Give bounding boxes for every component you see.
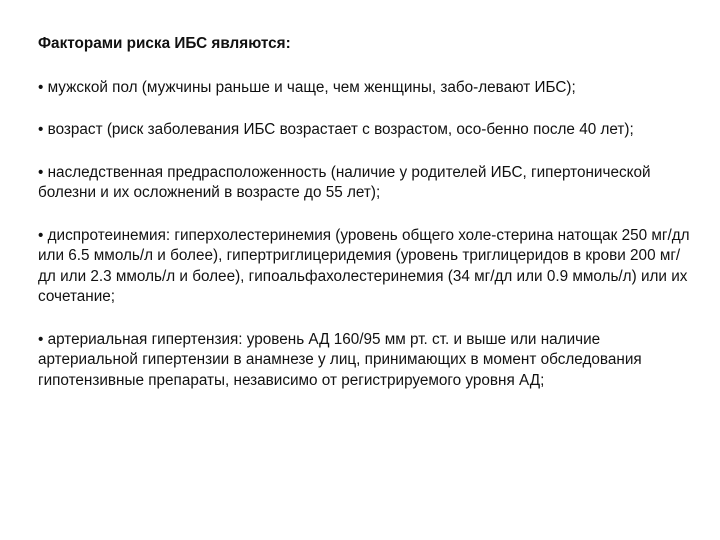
page-title: Факторами риска ИБС являются: [38, 35, 291, 52]
list-item-text: возраст (риск заболевания ИБС возрастает с возрастом, осо-бенно после 40 лет); [47, 121, 634, 138]
bullet-icon: • [38, 226, 44, 244]
bullet-icon: • [38, 330, 44, 348]
text-block [38, 34, 698, 413]
list-item [38, 163, 698, 204]
list-item [38, 78, 698, 99]
list-item-text: диспротеинемия: гиперхолестеринемия (уровень общего холе-стерина натощак 250 мг/дл или 6.5 ммоль/л и более), гипертриглицеридемия (уровень триглицеридов в крови 200 мг/дл или 2.3 ммоль/л и более), гипоальфахолестеринемия (34 мг/дл или 0.9 ммоль/л) или их сочетание; [38, 226, 690, 305]
list-item [38, 330, 698, 392]
bullet-icon: • [38, 163, 44, 181]
bullet-icon: • [38, 78, 44, 96]
list-item [38, 226, 698, 308]
list-item-text: наследственная предрасположенность (наличие у родителей ИБС, гипертонической болезни и их осложнений в возрасте до 55 лет); [38, 163, 651, 201]
list-item-text: артериальная гипертензия: уровень АД 160/95 мм рт. ст. и выше или наличие артериальной гипертензии в анамнезе у лиц, принимающих в момент обследования гипотензивные препараты, независимо от регистрируемого уровня АД; [38, 330, 642, 389]
bullet-icon: • [38, 121, 44, 138]
list-item [38, 120, 698, 141]
list-item-text: мужской пол (мужчины раньше и чаще, чем женщины, забо-левают ИБС); [47, 78, 576, 96]
